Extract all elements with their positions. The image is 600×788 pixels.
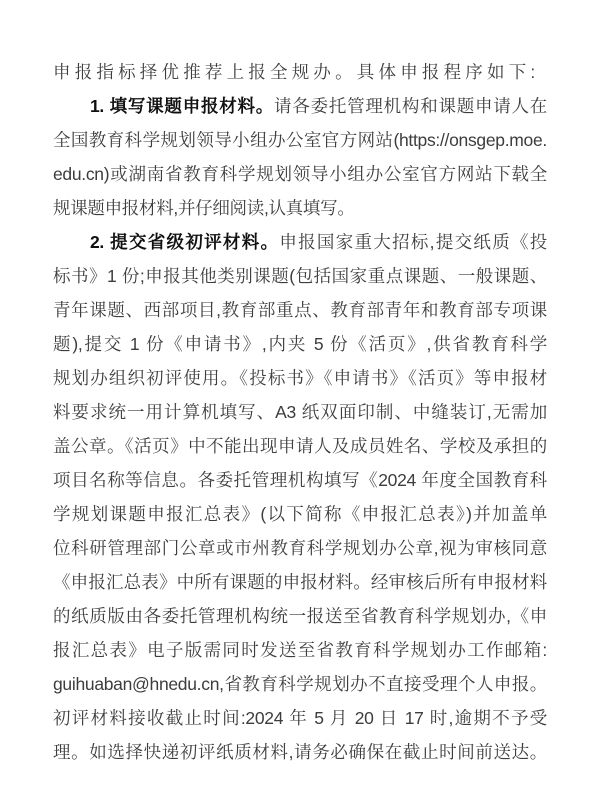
text-line-18: 报汇总表》电子版需同时发送至省教育科学规划办工作邮箱: (53, 640, 547, 660)
paragraph-step-2 (53, 225, 547, 769)
text-line-20: 初评材料接收截止时间:2024 年 5 月 20 日 17 时,逾期不予受 (53, 708, 547, 728)
text-line-16: 《申报汇总表》中所有课题的申报材料。经审核后所有申报材料 (53, 572, 547, 592)
text-line-14: 学规划课题申报汇总表》(以下简称《申报汇总表》)并加盖单 (53, 504, 547, 524)
text-line-9: 题),提交 1 份《申请书》,内夹 5 份《活页》,供省教育科学 (53, 334, 547, 354)
text-line-13: 项目名称等信息。各委托管理机构填写《2024 年度全国教育科 (53, 470, 547, 490)
text-line-6 (53, 225, 547, 259)
text-line-10: 规划办组织初评使用。《投标书》《申请书》《活页》等申报材 (53, 368, 547, 388)
text-line-19: guihuaban@hnedu.cn,省教育科学规划办不直接受理个人申报。 (53, 674, 547, 694)
text-line-3: 全国教育科学规划领导小组办公室官方网站(https://onsgep.moe. (53, 130, 547, 150)
paragraph-opening (53, 55, 547, 89)
text-line-7: 标书》1 份;申报其他类别课题(包括国家重点课题、一般课题、 (53, 266, 547, 286)
text-line-17: 的纸质版由各委托管理机构统一报送至省教育科学规划办,《申 (53, 606, 547, 626)
step-1-heading: 1. 填写课题申报材料。 (90, 96, 275, 116)
text-line-12: 盖公章。《活页》中不能出现申请人及成员姓名、学校及承担的 (53, 436, 547, 456)
step-2-intro-text: 申报国家重大招标,提交纸质《投 (279, 232, 547, 252)
text-line-5: 规课题申报材料,并仔细阅读,认真填写。 (53, 198, 355, 218)
step-2-heading: 2. 提交省级初评材料。 (90, 232, 280, 252)
text-line-4: edu.cn)或湖南省教育科学规划领导小组办公室官方网站下载全 (53, 164, 547, 184)
text-line-8: 青年课题、西部项目,教育部重点、教育部青年和教育部专项课 (53, 300, 547, 320)
text-line-1: 申报指标择优推荐上报全规办。具体申报程序如下: (53, 62, 540, 82)
text-line-15: 位科研管理部门公章或市州教育科学规划办公章,视为审核同意 (53, 538, 547, 558)
paragraph-step-1 (53, 89, 547, 225)
text-line-2 (53, 89, 547, 123)
text-line-21: 理。如选择快递初评纸质材料,请务必确保在截止时间前送达。 (53, 742, 547, 762)
text-line-11: 料要求统一用计算机填写、A3 纸双面印制、中缝装订,无需加 (53, 402, 547, 422)
step-1-intro-text: 请各委托管理机构和课题申请人在 (274, 96, 547, 116)
